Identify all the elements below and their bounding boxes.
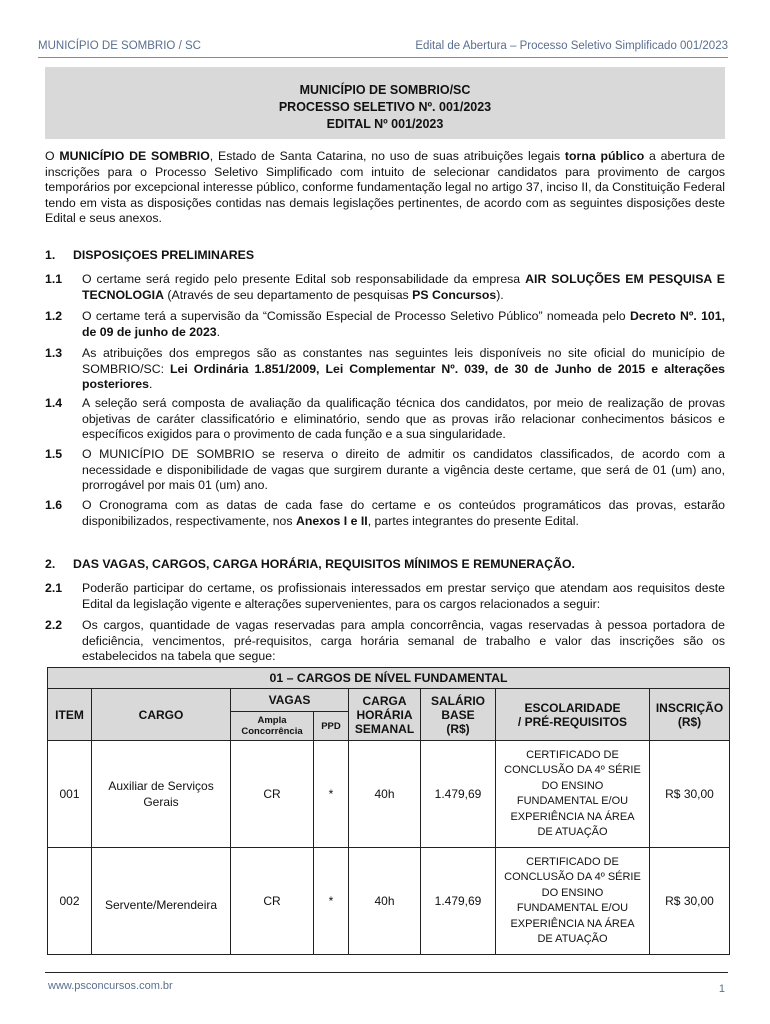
- header-esc-line: ESCOLARIDADE: [524, 700, 621, 715]
- header-carga-line: HORÁRIA: [356, 707, 413, 722]
- section-2-number: 2.: [45, 557, 56, 571]
- header-carga-line: CARGA: [362, 693, 407, 708]
- item-text: As atribuições dos empregos são as constantes nas seguintes leis disponíveis no site oficial do município de SOMBRIO/SC:: [82, 346, 725, 376]
- cell-esc-line: CERTIFICADO DE: [526, 855, 619, 868]
- header-salario-line: BASE: [441, 707, 475, 722]
- item-bold: PS Concursos: [412, 287, 497, 302]
- item-text: O Cronograma com as datas de cada fase do certame e os conteúdos programáticos das provas, estarão disponibilizados, respectivamente, nos: [82, 498, 725, 528]
- table-title-row: [48, 668, 730, 689]
- cell-esc-line: CERTIFICADO DE: [526, 748, 619, 761]
- cell-salario: 1.479,69: [421, 848, 496, 955]
- cell-inscricao: R$ 30,00: [650, 848, 730, 955]
- item-text: A seleção será composta de avaliação da qualificação técnica dos candidatos, por meio de realização de provas objetivas de caráter classificatório e eliminatório, sendo que as provas irão relacionar conhecimentos básicos e específicos exigidos para o provimento de cada função e a sua singularidade.: [82, 396, 725, 442]
- header-item: ITEM: [48, 689, 92, 741]
- cell-inscricao: R$ 30,00: [650, 741, 730, 848]
- header-salario: [421, 689, 496, 741]
- item-number: 1.2: [45, 309, 63, 323]
- cell-escolaridade: [496, 848, 650, 955]
- section-2-title: DAS VAGAS, CARGOS, CARGA HORÁRIA, REQUISITOS MÍNIMOS E REMUNERAÇÃO.: [73, 557, 575, 571]
- header-left-text: MUNICÍPIO DE SOMBRIO / SC: [38, 40, 201, 52]
- item-text: O MUNICÍPIO DE SOMBRIO se reserva o direito de admitir os candidatos classificados, de acordo com a necessidade e disponibilidade de vagas que surgirem durante a vigência deste certame, que será de 01 (um) ano, prorrogável por mais 01 (um) ano.: [82, 447, 725, 493]
- header-ampla: [231, 712, 314, 741]
- intro-text-1: O: [45, 149, 60, 163]
- item-text: (Através de seu departamento de pesquisas: [163, 287, 413, 302]
- cell-escolaridade: [496, 741, 650, 848]
- item-text: , partes integrantes do presente Edital.: [367, 513, 579, 528]
- cell-esc-line: DE ATUAÇÃO: [537, 933, 608, 945]
- cell-salario: 1.479,69: [421, 741, 496, 848]
- item-number: 1.4: [45, 396, 63, 410]
- header-divider: [38, 57, 728, 58]
- item-number: 1.6: [45, 498, 63, 512]
- header-insc-line: (R$): [677, 714, 702, 729]
- header-carga-line: SEMANAL: [354, 721, 415, 736]
- intro-paragraph: [45, 149, 725, 227]
- item-number: 1.1: [45, 272, 63, 286]
- intro-bold-1: MUNICÍPIO DE SOMBRIO: [59, 149, 210, 163]
- header-ampla-line: Ampla: [257, 715, 287, 726]
- item-number: 2.2: [45, 618, 63, 632]
- footer-divider: [45, 972, 728, 973]
- header-esc-line: / PRÉ-REQUISITOS: [517, 714, 628, 729]
- cell-cargo: [92, 848, 231, 955]
- cell-cargo-line: Gerais: [143, 795, 179, 809]
- header-vagas: VAGAS: [231, 689, 349, 712]
- section-1-title: DISPOSIÇOES PRELIMINARES: [73, 248, 255, 262]
- cell-ampla: CR: [231, 741, 314, 848]
- item-text: Os cargos, quantidade de vagas reservadas para ampla concorrência, vagas reservadas à pessoa portadora de deficiência, vencimentos, pré-requisitos, carga horária semanal de trabalho e valor das inscrições são os estabelecidos na tabela que segue:: [82, 618, 725, 664]
- cell-esc-line: DE ATUAÇÃO: [537, 826, 608, 838]
- cell-item: 001: [48, 741, 92, 848]
- header-insc-line: INSCRIÇÃO: [655, 700, 724, 715]
- cell-esc-line: CONCLUSÃO DA 4º SÉRIE: [504, 764, 641, 776]
- cell-ppd: *: [314, 741, 349, 848]
- item-number: 1.5: [45, 447, 63, 461]
- cell-esc-line: DO ENSINO: [541, 886, 604, 899]
- table-row: [48, 741, 730, 848]
- title-line-1: MUNICÍPIO DE SOMBRIO/SC: [299, 83, 471, 97]
- cell-esc-line: EXPERIÊNCIA NA ÁREA: [510, 917, 635, 930]
- intro-text-3: a abertura de inscrições para o Processo Seletivo Simplificado com intuito de selecionar candidatos para provimento de cargos temporários por excepcional interesse público, conforme fundamentação legal no artigo 37, inciso II, da Constituição Federal tendo em vista as disposições contidas nas demais legislações pertinentes, de acordo com as seguintes disposições deste Edital e seus anexos.: [45, 149, 725, 226]
- cell-ppd: *: [314, 848, 349, 955]
- cell-cargo-line: Auxiliar de Serviços: [108, 779, 214, 793]
- cargos-table: [47, 667, 730, 955]
- item-text: .: [216, 324, 221, 339]
- section-1-number: 1.: [45, 248, 56, 262]
- item-number: 1.3: [45, 346, 63, 360]
- cell-ampla: CR: [231, 848, 314, 955]
- page-number: 1: [718, 983, 725, 995]
- table-header-row: [48, 689, 730, 712]
- header-cargo: CARGO: [92, 689, 231, 741]
- header-salario-line: SALÁRIO: [431, 693, 485, 708]
- page-footer: [48, 980, 725, 995]
- cell-esc-line: DO ENSINO: [541, 779, 604, 792]
- item-bold: AIR SOLUÇÕES EM PESQUISA E TECNOLOGIA: [82, 272, 726, 302]
- item-number: 2.1: [45, 581, 63, 595]
- cell-esc-line: CONCLUSÃO DA 4º SÉRIE: [504, 871, 641, 883]
- header-inscricao: [650, 689, 730, 741]
- intro-bold-2: torna público: [564, 149, 645, 163]
- cell-item: 002: [48, 848, 92, 955]
- cell-cargo: [92, 741, 231, 848]
- table-title: 01 – CARGOS DE NÍVEL FUNDAMENTAL: [48, 668, 730, 689]
- footer-url-link[interactable]: www.psconcursos.com.br: [48, 980, 173, 992]
- cell-esc-line: FUNDAMENTAL E/OU: [516, 902, 629, 914]
- header-ppd: PPD: [314, 712, 349, 741]
- item-text: Poderão participar do certame, os profissionais interessados em prestar serviço que atendam aos requisitos deste Edital da legislação vigente e alterações supervenientes, para os cargos relacionados a seguir:: [82, 581, 725, 611]
- item-bold: Decreto Nº. 101, de 09 de junho de 2023: [82, 309, 726, 339]
- header-right-text: Edital de Abertura – Processo Seletivo Simplificado 001/2023: [415, 40, 728, 52]
- document-title-box: [45, 67, 725, 139]
- cell-esc-line: FUNDAMENTAL E/OU: [516, 795, 629, 807]
- item-text: O certame terá a supervisão da “Comissão Especial de Processo Seletivo Público” nomeada pelo: [82, 309, 630, 323]
- cell-carga: 40h: [349, 848, 421, 955]
- title-line-3: EDITAL Nº 001/2023: [326, 117, 444, 131]
- item-bold: Anexos I e II: [295, 513, 368, 528]
- cell-esc-line: EXPERIÊNCIA NA ÁREA: [510, 810, 635, 823]
- intro-text-2: , Estado de Santa Catarina, no uso de suas atribuições legais: [209, 149, 565, 163]
- item-text: ).: [496, 287, 504, 302]
- page-header: [38, 40, 728, 54]
- item-text: O certame será regido pelo presente Edital sob responsabilidade da empresa: [82, 272, 526, 286]
- cell-carga: 40h: [349, 741, 421, 848]
- cell-cargo-line: Servente/Merendeira: [104, 898, 218, 912]
- header-carga: [349, 689, 421, 741]
- header-ampla-line: Concorrência: [241, 726, 303, 737]
- item-bold: Lei Ordinária 1.851/2009, Lei Complementar Nº. 039, de 30 de Junho de 2015 e alterações posteriores: [82, 361, 725, 392]
- item-text: .: [148, 377, 153, 392]
- title-line-2: PROCESSO SELETIVO Nº. 001/2023: [278, 100, 492, 114]
- header-escolaridade: [496, 689, 650, 741]
- header-salario-line: (R$): [446, 721, 470, 736]
- table-row: [48, 848, 730, 955]
